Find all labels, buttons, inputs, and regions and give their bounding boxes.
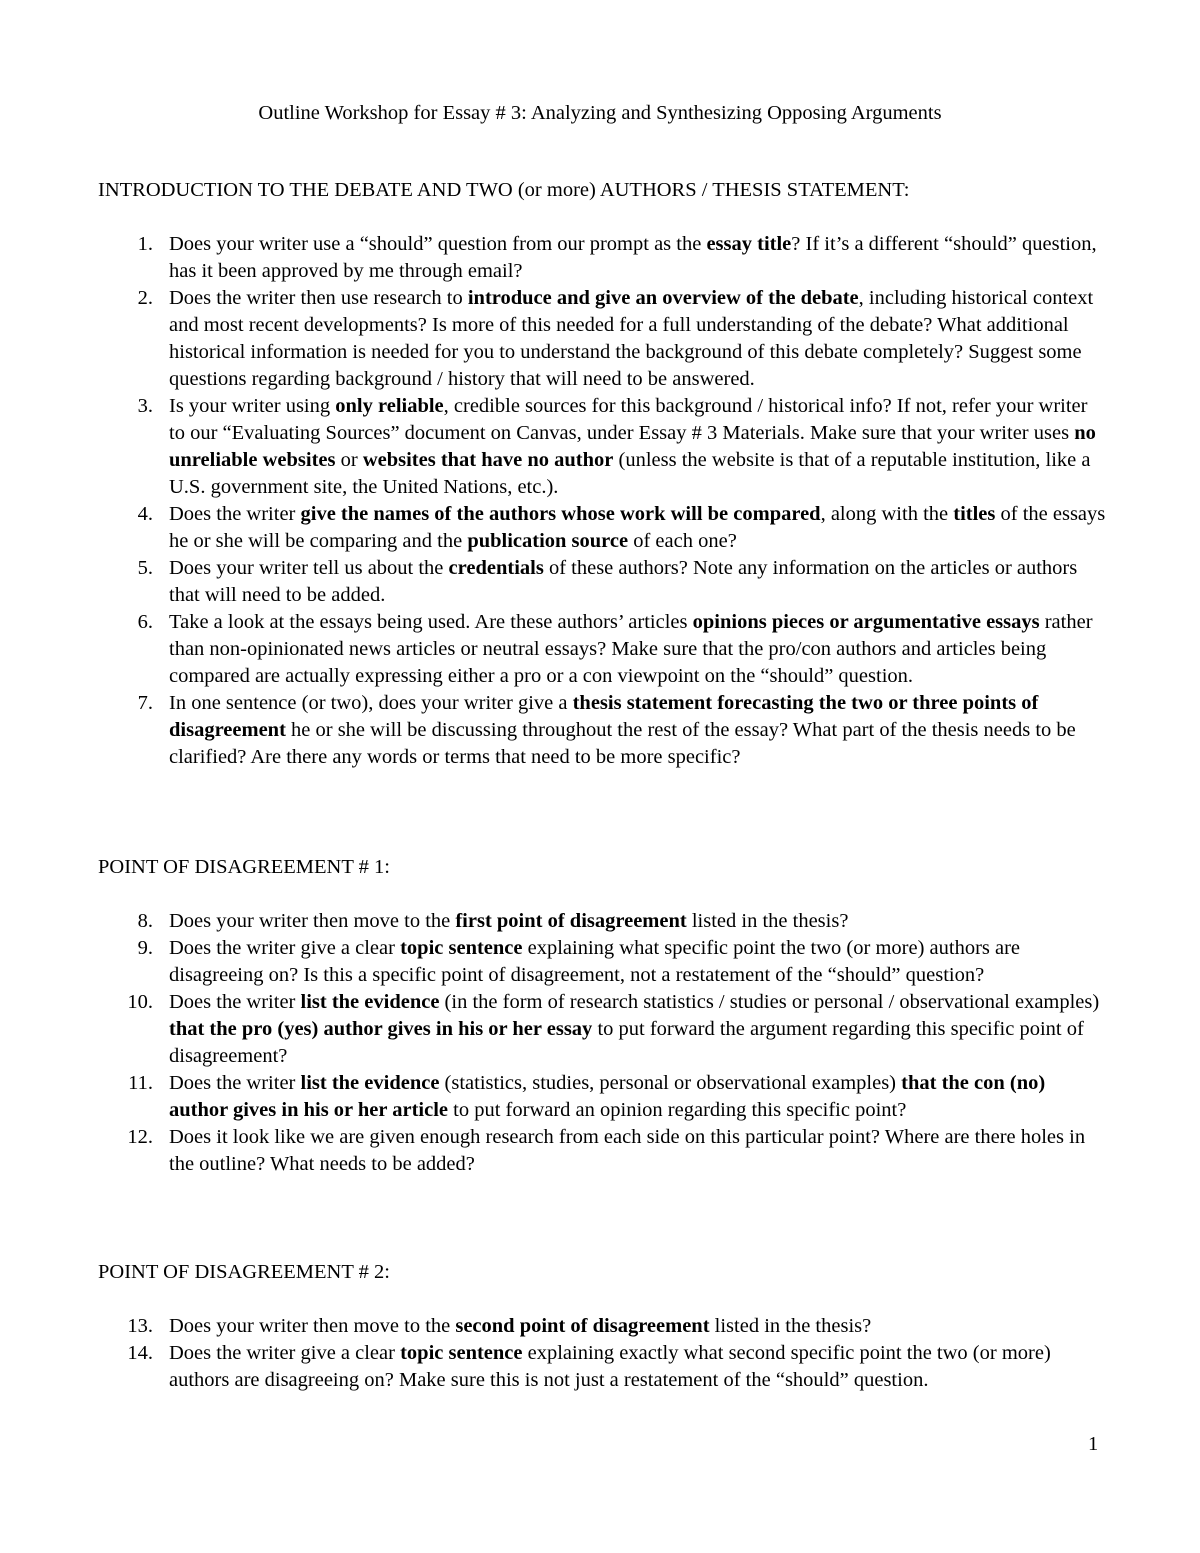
question-number: 2. [137, 287, 153, 309]
question-number: 5. [137, 557, 153, 579]
question-text: Take a look at the essays being used. Are these authors’ articles opinions pieces or argumentative essays rather than non-opinionated news articles or neutral essays? Make sure that the pro/con authors and articles being compared are actually expressing either a pro or a con viewpoint on the “should” question. [169, 611, 1093, 687]
question-number: 3. [137, 395, 153, 417]
question-number: 6. [137, 611, 153, 633]
question-text: Does the writer list the evidence (in the form of research statistics / studies or personal / observational examples) that the pro (yes) author gives in his or her essay to put forward the argument regarding this specific point of disagreement? [169, 991, 1100, 1067]
question-text: Does the writer give a clear topic sentence explaining exactly what second specific point the two (or more) authors are disagreeing on? Make sure this is not just a restatement of the “should” question. [169, 1342, 1051, 1391]
question-item [98, 231, 1108, 285]
section-heading-point-2: POINT OF DISAGREEMENT # 2: [98, 1261, 390, 1283]
page-number: 1 [1088, 1433, 1099, 1455]
question-text: Does your writer use a “should” question from our prompt as the essay title? If it’s a different “should” question, has it been approved by me through email? [169, 233, 1097, 282]
question-item [98, 989, 1108, 1070]
question-item [98, 501, 1108, 555]
question-item [98, 1124, 1108, 1178]
question-item [98, 393, 1108, 501]
question-text: Does the writer list the evidence (statistics, studies, personal or observational examples) that the con (no) author gives in his or her article to put forward an opinion regarding this specific point? [169, 1072, 1046, 1121]
question-text: Does your writer tell us about the credentials of these authors? Note any information on the articles or authors that will need to be added. [169, 557, 1078, 606]
question-list-point-1 [98, 908, 1108, 1178]
section-heading-point-1: POINT OF DISAGREEMENT # 1: [98, 856, 390, 878]
question-item [98, 908, 1108, 935]
question-text: Does the writer give a clear topic sentence explaining what specific point the two (or more) authors are disagreeing on? Is this a specific point of disagreement, not a restatement of the “should” question? [169, 937, 1021, 986]
question-list-point-2 [98, 1313, 1108, 1394]
question-item [98, 609, 1108, 690]
question-item [98, 1340, 1108, 1394]
question-text: Does the writer give the names of the authors whose work will be compared, along with the titles of the essays he or she will be comparing and the publication source of each one? [169, 503, 1106, 552]
question-number: 13. [127, 1315, 153, 1337]
question-number: 10. [127, 991, 153, 1013]
question-item [98, 690, 1108, 771]
document-title: Outline Workshop for Essay # 3: Analyzing and Synthesizing Opposing Arguments [258, 102, 942, 124]
question-number: 4. [137, 503, 153, 525]
question-number: 11. [128, 1072, 153, 1094]
question-text: Does the writer then use research to introduce and give an overview of the debate, including historical context and most recent developments? Is more of this needed for a full understanding of the debate? What additional historical information is needed for you to understand the background of this debate completely? Suggest some questions regarding background / history that will need to be answered. [169, 287, 1094, 390]
question-number: 14. [127, 1342, 153, 1364]
question-number: 8. [137, 910, 153, 932]
question-text: Does your writer then move to the first point of disagreement listed in the thesis? [169, 910, 849, 932]
question-text: Does it look like we are given enough research from each side on this particular point? Where are there holes in the outline? What needs to be added? [169, 1126, 1086, 1175]
question-number: 7. [137, 692, 153, 714]
section-heading-introduction: INTRODUCTION TO THE DEBATE AND TWO (or more) AUTHORS / THESIS STATEMENT: [98, 179, 910, 201]
question-number: 9. [137, 937, 153, 959]
question-text: In one sentence (or two), does your writer give a thesis statement forecasting the two or three points of disagreement he or she will be discussing throughout the rest of the essay? What part of the thesis needs to be clarified? Are there any words or terms that need to be more specific? [169, 692, 1076, 768]
question-number: 12. [127, 1126, 153, 1148]
question-item [98, 935, 1108, 989]
question-item [98, 1313, 1108, 1340]
question-number: 1. [137, 233, 153, 255]
question-list-introduction [98, 231, 1108, 771]
question-item [98, 555, 1108, 609]
question-text: Does your writer then move to the second point of disagreement listed in the thesis? [169, 1315, 872, 1337]
question-item [98, 285, 1108, 393]
question-text: Is your writer using only reliable, credible sources for this background / historical info? If not, refer your writer to our “Evaluating Sources” document on Canvas, under Essay # 3 Materials. Make sure that your writer uses no unreliable websites or websites that have no author (unless the website is that of a reputable institution, like a U.S. government site, the United Nations, etc.). [169, 395, 1096, 498]
question-item [98, 1070, 1108, 1124]
